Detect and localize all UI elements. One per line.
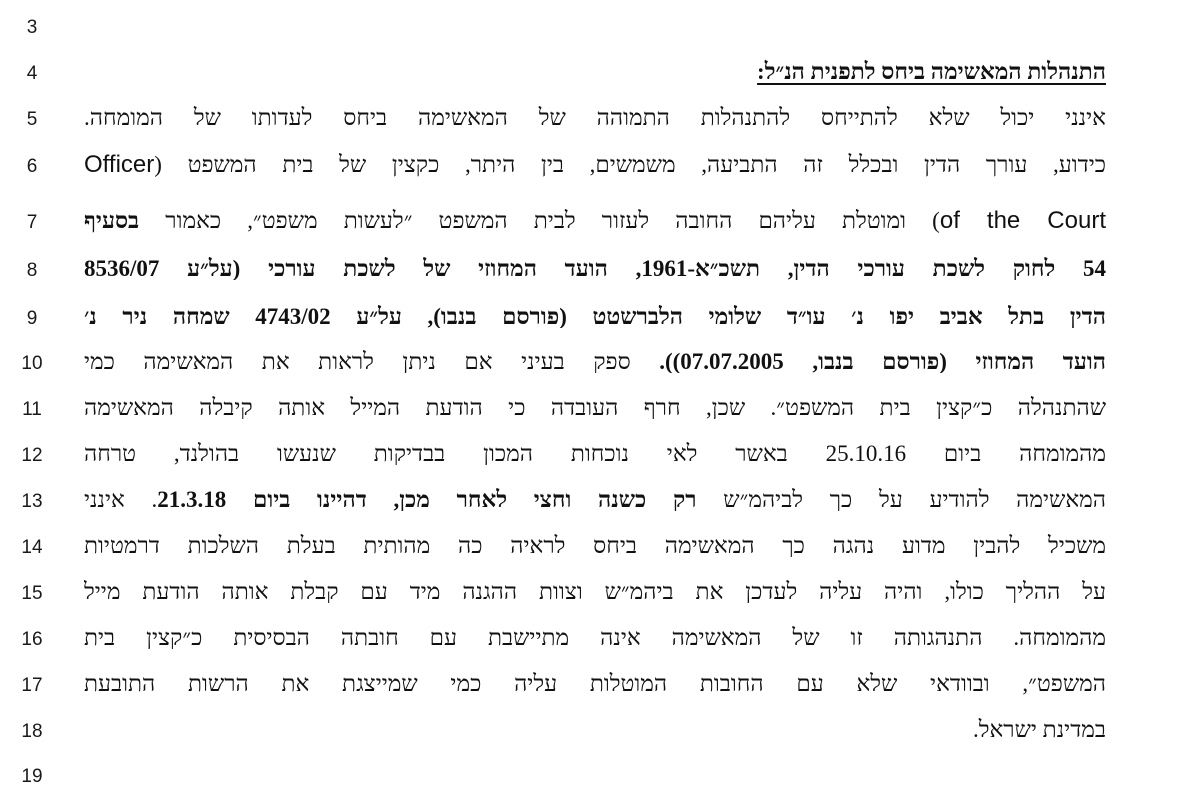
- text-line: [84, 257, 1106, 280]
- text-run: אינני יכול שלא להתייחס להתנהלות התמוהה של המאשימה ביחס לעדותו של המומחה.: [84, 106, 1106, 129]
- line-number: 6: [26, 156, 38, 177]
- text-line: [84, 209, 1106, 233]
- text-run: על ההליך כולו, והיה עליה לעדכן את ביהמ״ש וצוות ההגנה מיד עם קבלת אותה הודעת מייל: [84, 580, 1106, 603]
- text-run: מהמומחה ביום 25.10.16 באשר לאי נוכחות המכון בבדיקות שנעשו בהולנד, טרחה: [84, 442, 1106, 465]
- english-term: of the Court: [939, 209, 1106, 233]
- text-line: [84, 442, 1106, 465]
- text-line: [84, 106, 1106, 129]
- text-line: [84, 672, 1106, 695]
- text-run: . אינני: [84, 488, 158, 511]
- line-number: 15: [21, 583, 43, 604]
- line-number: 13: [21, 491, 43, 512]
- line-number: 11: [22, 399, 42, 420]
- line-number: 7: [26, 212, 38, 233]
- text-run: שהתנהלה כ״קצין בית המשפט״. שכן, חרף העובדה כי הודעת המייל אותה קיבלה המאשימה: [84, 396, 1106, 419]
- text-run: ספק בעיני אם ניתן לראות את המאשימה כמי: [84, 350, 660, 373]
- line-number: 10: [21, 353, 43, 374]
- text-run: כידוע, עורך הדין ובכלל זה התביעה, משמשים, בין היתר, כקצין של בית המשפט (: [154, 153, 1106, 177]
- english-term: Officer: [84, 153, 155, 177]
- text-run: המאשימה להודיע על כך לביהמ״ש: [696, 488, 1106, 511]
- text-line: [84, 626, 1106, 649]
- text-run: במדינת ישראל.: [973, 718, 1106, 741]
- text-line: [84, 305, 1106, 328]
- text-run: המשפט״, ובוודאי שלא עם החובות המוטלות עליה כמי שמייצגת את הרשות התובעת: [84, 672, 1106, 695]
- line-number: 4: [26, 63, 38, 84]
- line-number: 19: [21, 766, 43, 787]
- bold-text-run: 54 לחוק לשכת עורכי הדין, תשכ״א-1961, הועד המחוזי של לשכת עורכי: [268, 257, 1106, 280]
- text-run: ) ומוטלת עליהם החובה לעזור לבית המשפט ״לעשות משפט״, כאמור: [139, 209, 940, 233]
- text-run: מהמומחה. התנהגותה זו של המאשימה אינה מתיישבת עם חובתה הבסיסית כ״קצין בית: [84, 626, 1106, 649]
- line-number: 8: [26, 260, 38, 281]
- text-run: (על״ע 8536/07: [84, 257, 241, 280]
- text-run: משכיל להבין מדוע נהגה כך המאשימה ביחס לראיה כה מהותית בעלת השלכות דרמטיות: [84, 534, 1106, 557]
- text-line: [84, 350, 1106, 373]
- text-line: [84, 396, 1106, 419]
- bold-text-run: הועד המחוזי (פורסם בנבו, 07.07.2005)).: [659, 350, 1106, 373]
- line-number: 16: [21, 629, 43, 650]
- text-line: [84, 718, 1106, 741]
- line-number: 18: [21, 721, 43, 742]
- section-heading: התנהלות המאשימה ביחס לתפנית הנ״ל:: [757, 59, 1106, 84]
- line-number: 12: [21, 445, 43, 466]
- text-line: [84, 153, 1106, 177]
- bold-text-run: רק כשנה וחצי לאחר מכן, דהיינו ביום 21.3.18: [157, 488, 697, 511]
- text-line: [84, 488, 1106, 511]
- line-number: 17: [21, 675, 43, 696]
- bold-text-run: בסעיף: [84, 209, 140, 233]
- line-number: 5: [26, 109, 38, 130]
- text-line: [84, 580, 1106, 603]
- bold-text-run: הדין בתל אביב יפו נ׳ עו״ד שלומי הלברשטט (פורסם בנבו), על״ע 4743/02 שמחה ניר נ׳: [84, 305, 1106, 328]
- line-number: 3: [26, 17, 38, 38]
- line-number: 9: [26, 308, 38, 329]
- line-number: 14: [21, 537, 43, 558]
- text-line: [84, 534, 1106, 557]
